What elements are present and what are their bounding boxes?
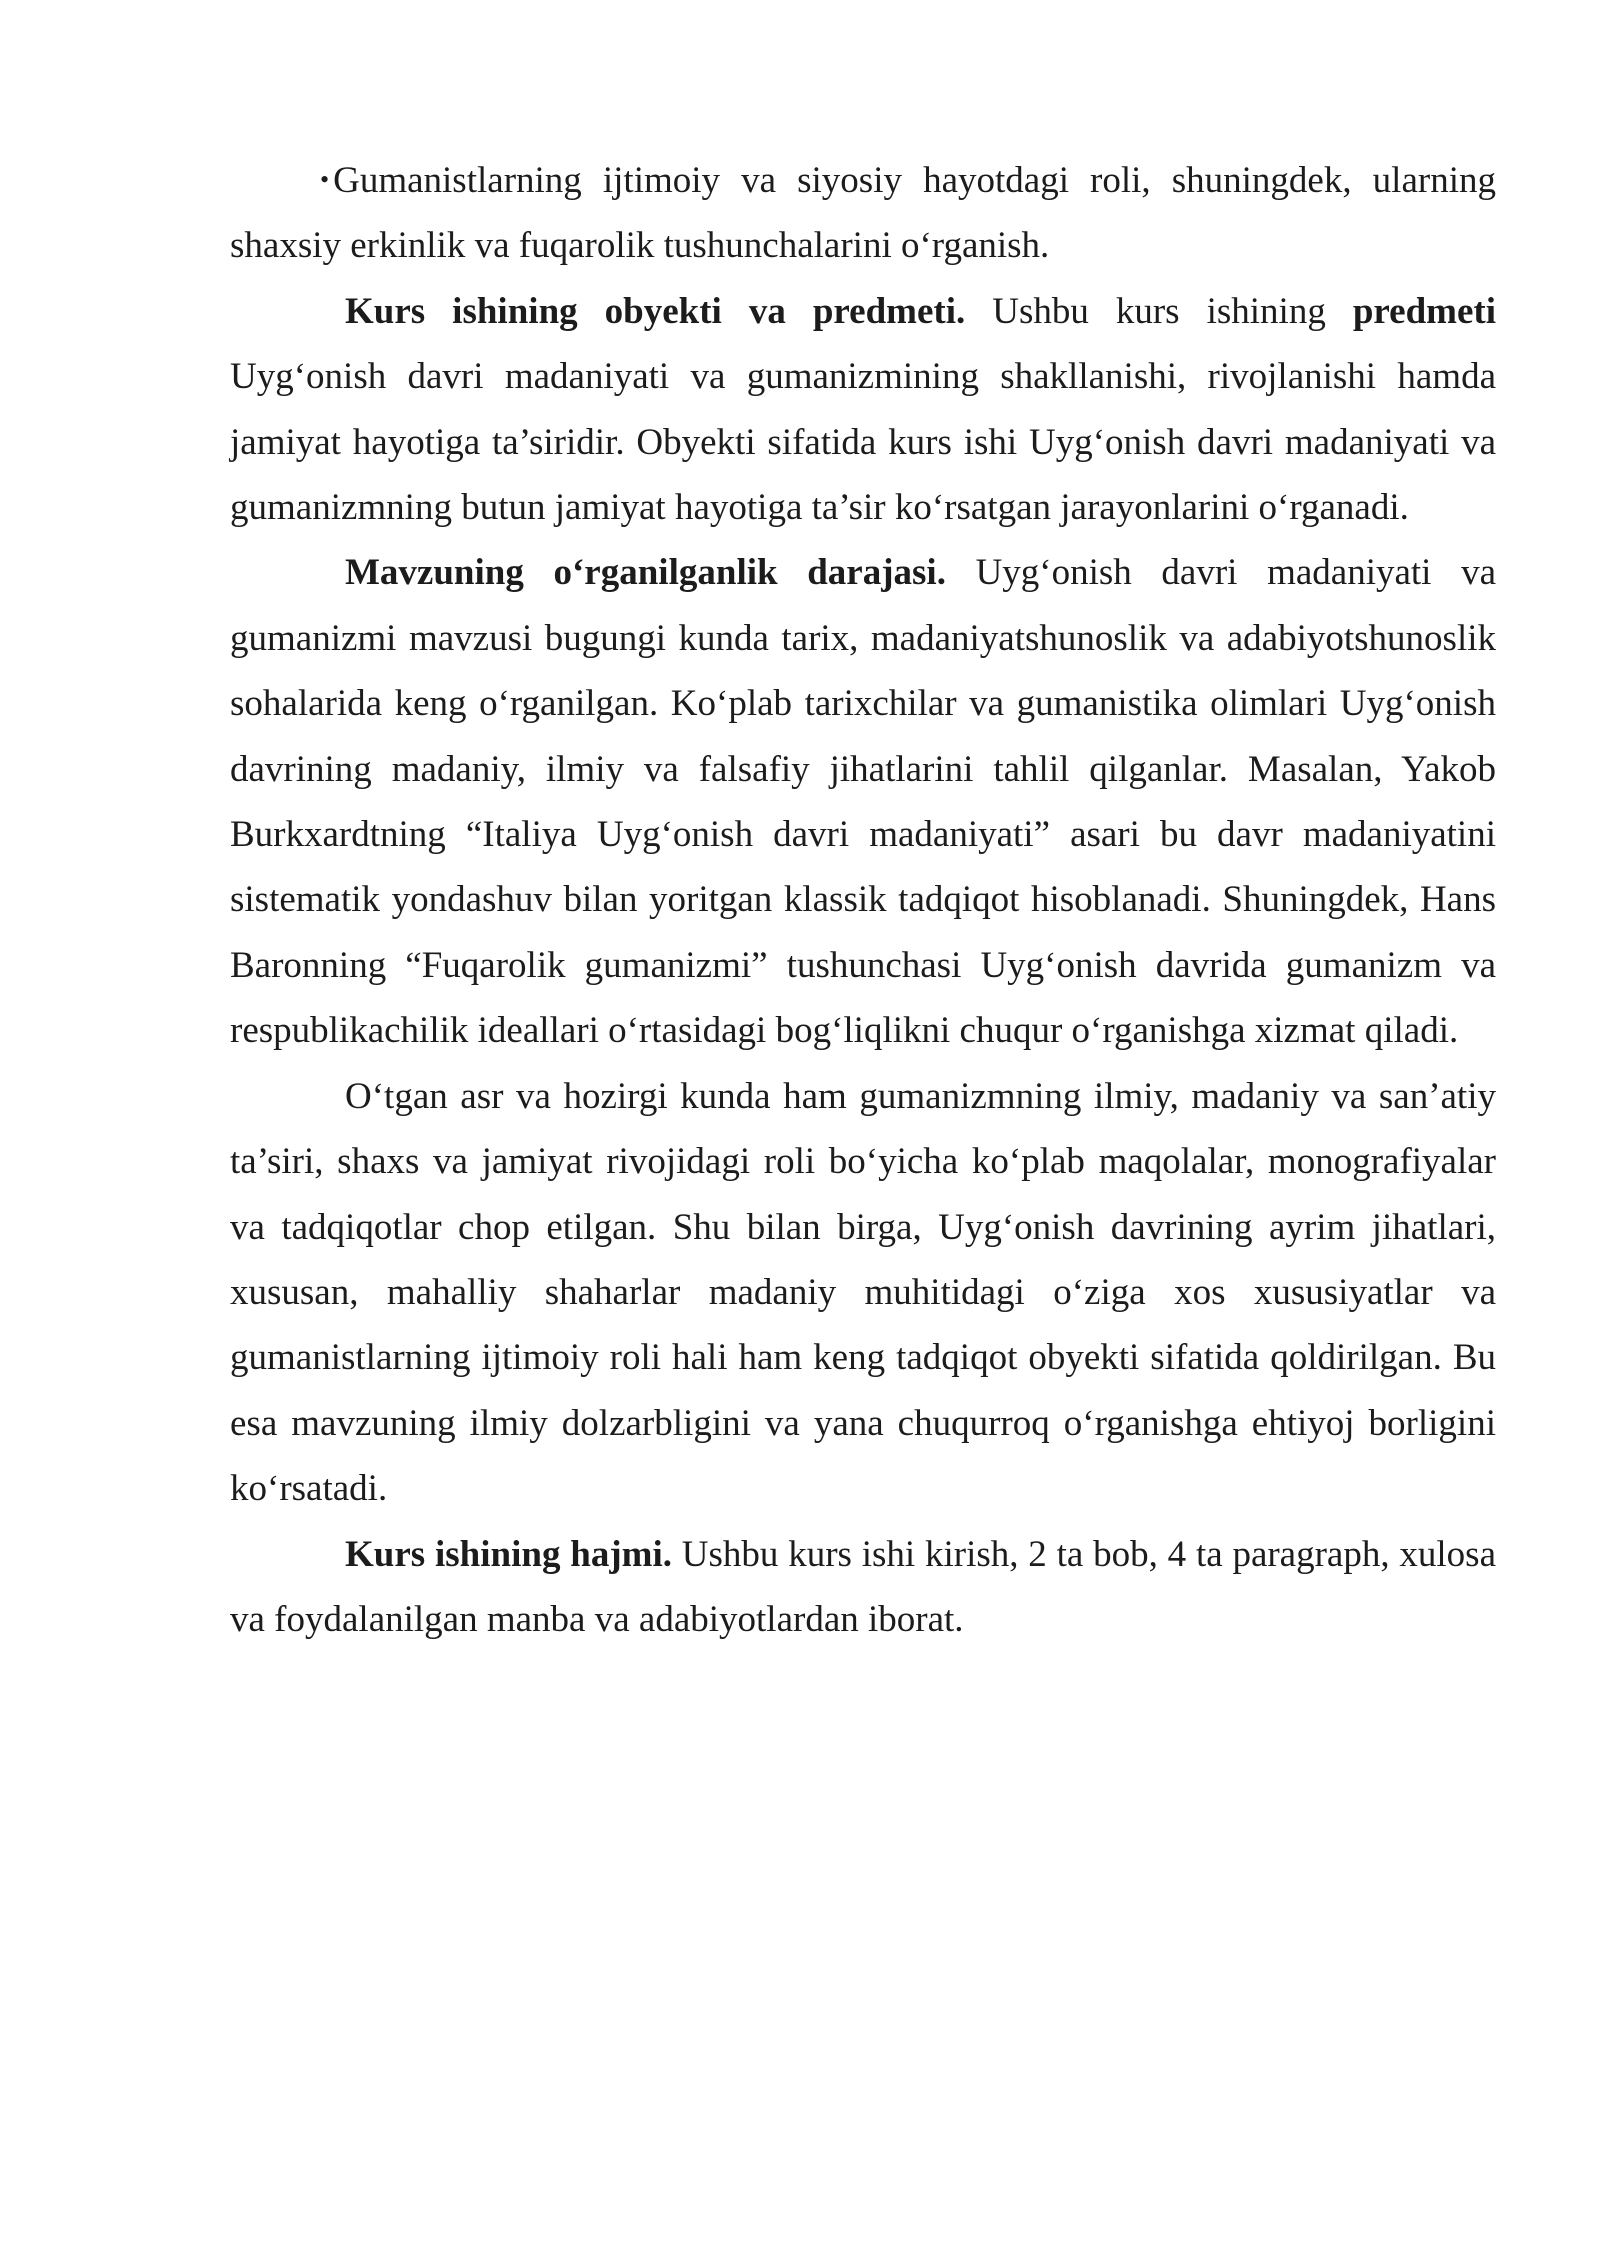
paragraph-text: O‘tgan asr va hozirgi kunda ham gumanizmning ilmiy, madaniy va san’atiy ta’siri, shaxs va jamiyat rivojidagi roli bo‘yicha ko‘plab maqolalar, monografiyalar va tadqiqotlar chop etilgan. Shu bilan birga, Uyg‘onish davrining ayrim jihatlari, xususan, mahalliy shaharlar madaniy muhitidagi o‘ziga xos xususiyatlar va gumanistlarning ijtimoiy roli hali ham keng tadqiqot obyekti sifatida qoldirilgan. Bu esa mavzuning ilmiy dolzarbligini va yana chuqurroq o‘rganishga ehtiyoj borligini ko‘rsatadi. [230,1075,1496,1510]
paragraph-volume [230,1522,1496,1653]
paragraph-object-subject [230,279,1496,541]
paragraph-continuation [230,1064,1496,1522]
heading-object-subject: Kurs ishining obyekti va predmeti. [345,290,966,332]
bold-term: predmeti [1352,290,1496,332]
paragraph-text: Ushbu kurs ishining [965,290,1353,332]
bullet-marker: • [320,165,330,194]
bullet-paragraph-text: Gumanistlarning ijtimoiy va siyosiy hayotdagi roli, shuningdek, ularning shaxsiy erkinlik va fuqarolik tushunchalarini o‘rganish. [230,160,1496,267]
heading-research-level: Mavzuning o‘rganilganlik darajasi. [345,552,946,594]
paragraph-research-level [230,540,1496,1063]
paragraph-text: Uyg‘onish davri madaniyati va gumanizmining shakllanishi, rivojlanishi hamda jamiyat hayotiga ta’siridir. Obyekti sifatida kurs ishi Uyg‘onish davri madaniyati va gumanizmning butun jamiyat hayotiga ta’sir ko‘rsatgan jarayonlarini o‘rganadi. [230,356,1496,529]
paragraph-text: Uyg‘onish davri madaniyati va gumanizmi mavzusi bugungi kunda tarix, madaniyatshunoslik va adabiyotshunoslik sohalarida keng o‘rganilgan. Ko‘plab tarixchilar va gumanistika olimlari Uyg‘onish davrining madaniy, ilmiy va falsafiy jihatlarini tahlil qilganlar. Masalan, Yakob Burkxardtning “Italiya Uyg‘onish davri madaniyati” asari bu davr madaniyatini sistematik yondashuv bilan yoritgan klassik tadqiqot hisoblanadi. Shuningdek, Hans Baronning “Fuqarolik gumanizmi” tushunchasi Uyg‘onish davrida gumanizm va respublikachilik ideallari o‘rtasidagi bog‘liqlikni chuqur o‘rganishga xizmat qiladi. [230,552,1496,1052]
bullet-paragraph [230,147,1496,279]
paragraph-text: Ushbu kurs ishi kirish, 2 ta bob, 4 ta paragraph, xulosa va foydalanilgan manba va adabiyotlardan iborat. [230,1533,1496,1640]
heading-volume: Kurs ishining hajmi. [345,1533,672,1575]
